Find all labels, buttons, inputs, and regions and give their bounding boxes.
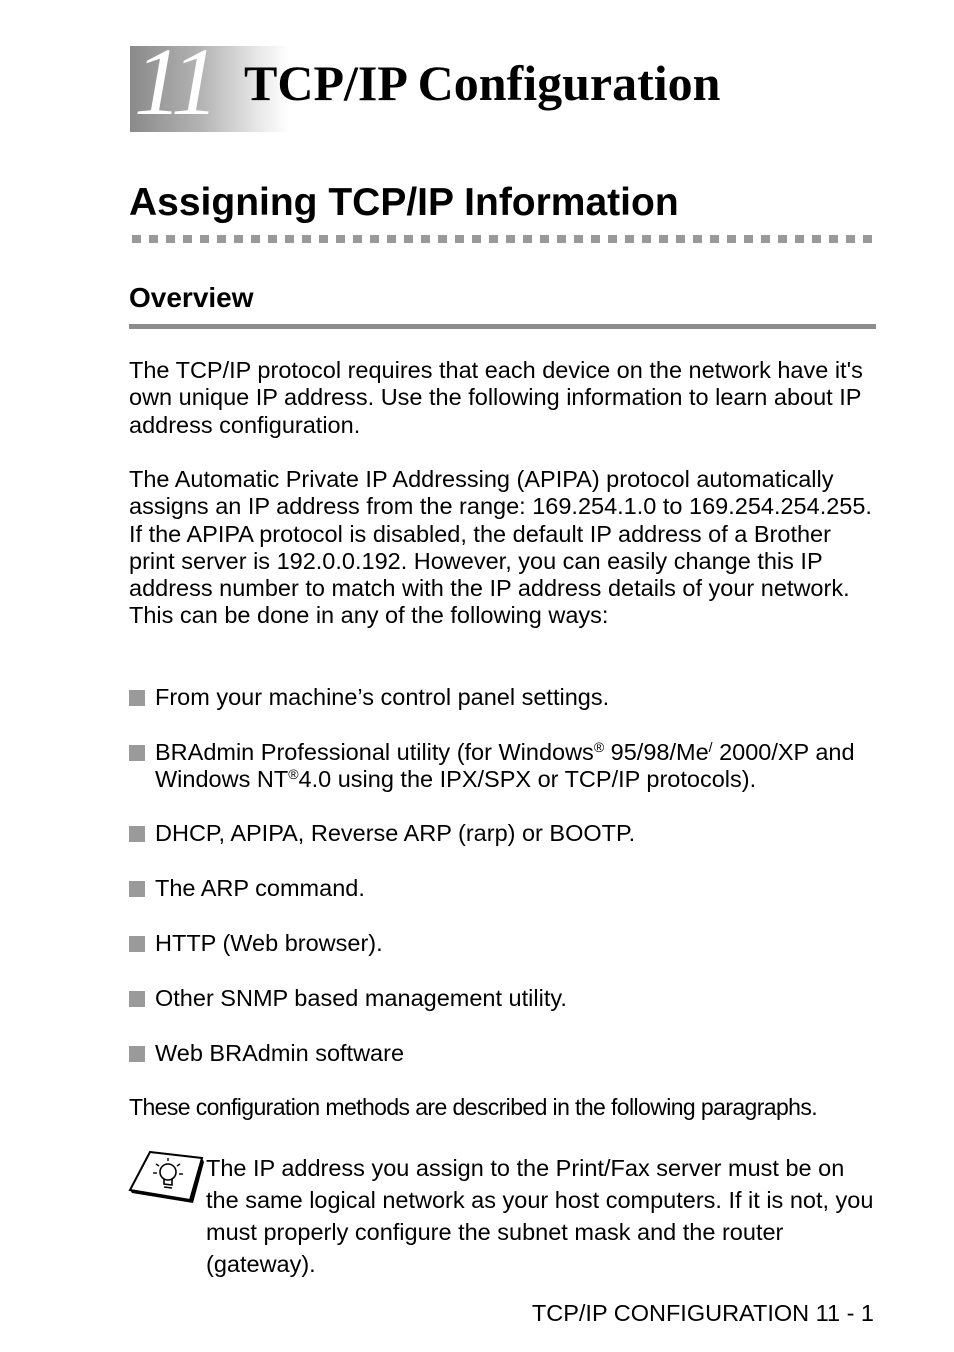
- list-item-text: Web BRAdmin software: [155, 1040, 405, 1066]
- list-item-text: BRAdmin Professional utility (for Windows® 95/98/Me/ 2000/XP and Windows NT®4.0 using the IPX/SPX or TCP/IP protocols).: [155, 739, 855, 793]
- bullet-square-icon: [129, 826, 145, 842]
- registered-mark: ®: [593, 739, 605, 755]
- list-item-text: HTTP (Web browser).: [155, 930, 383, 956]
- bullet-square-icon: [129, 745, 145, 761]
- lightbulb-note-icon: [128, 1148, 204, 1204]
- list-item: [129, 875, 881, 902]
- list-item-text: Other SNMP based management utility.: [155, 985, 567, 1011]
- list-item: [129, 985, 881, 1012]
- list-item: [129, 820, 881, 847]
- list-item-text: The ARP command.: [155, 875, 365, 901]
- list-item: [129, 930, 881, 957]
- subsection-divider: [129, 324, 876, 329]
- subsection-title: Overview: [129, 282, 254, 313]
- registered-mark: ®: [288, 766, 299, 783]
- bullet-square-icon: [129, 881, 145, 897]
- bullet-square-icon: [129, 991, 145, 1007]
- bullet-square-icon: [129, 936, 145, 952]
- note-text: The IP address you assign to the Print/Fax server must be on the same logical network as your host computers. If it is not, you must properly configure the subnet mask and the router (gateway).: [206, 1155, 874, 1277]
- list-item: [129, 739, 881, 794]
- list-item: [129, 684, 881, 711]
- list-item-text: From your machine’s control panel settings.: [155, 684, 610, 710]
- slash-mark: /: [708, 739, 713, 755]
- chapter-title: TCP/IP Configuration: [244, 55, 721, 111]
- chapter-number: 11: [134, 28, 215, 135]
- bullet-square-icon: [129, 1046, 145, 1062]
- bullet-square-icon: [129, 690, 145, 706]
- list-item-text: DHCP, APIPA, Reverse ARP (rarp) or BOOTP.: [155, 820, 636, 846]
- list-item: [129, 1040, 881, 1067]
- section-divider: [132, 235, 874, 243]
- paragraph-intro: The TCP/IP protocol requires that each device on the network have it's own unique IP address. Use the following information to learn about IP address configuration.: [129, 357, 863, 438]
- paragraph-apipa: The Automatic Private IP Addressing (APIPA) protocol automatically assigns an IP address from the range: 169.254.1.0 to 169.254.254.255. If the APIPA protocol is disabled, the default IP address of a Brother print server is 192.0.0.192. However, you can easily change this IP address number to match with the IP address details of your network. This can be done in any of the following ways:: [129, 466, 872, 629]
- section-title: Assigning TCP/IP Information: [129, 181, 679, 224]
- page-footer: TCP/IP CONFIGURATION 11 - 1: [531, 1300, 874, 1326]
- summary-text: These configuration methods are described in the following paragraphs.: [129, 1094, 818, 1120]
